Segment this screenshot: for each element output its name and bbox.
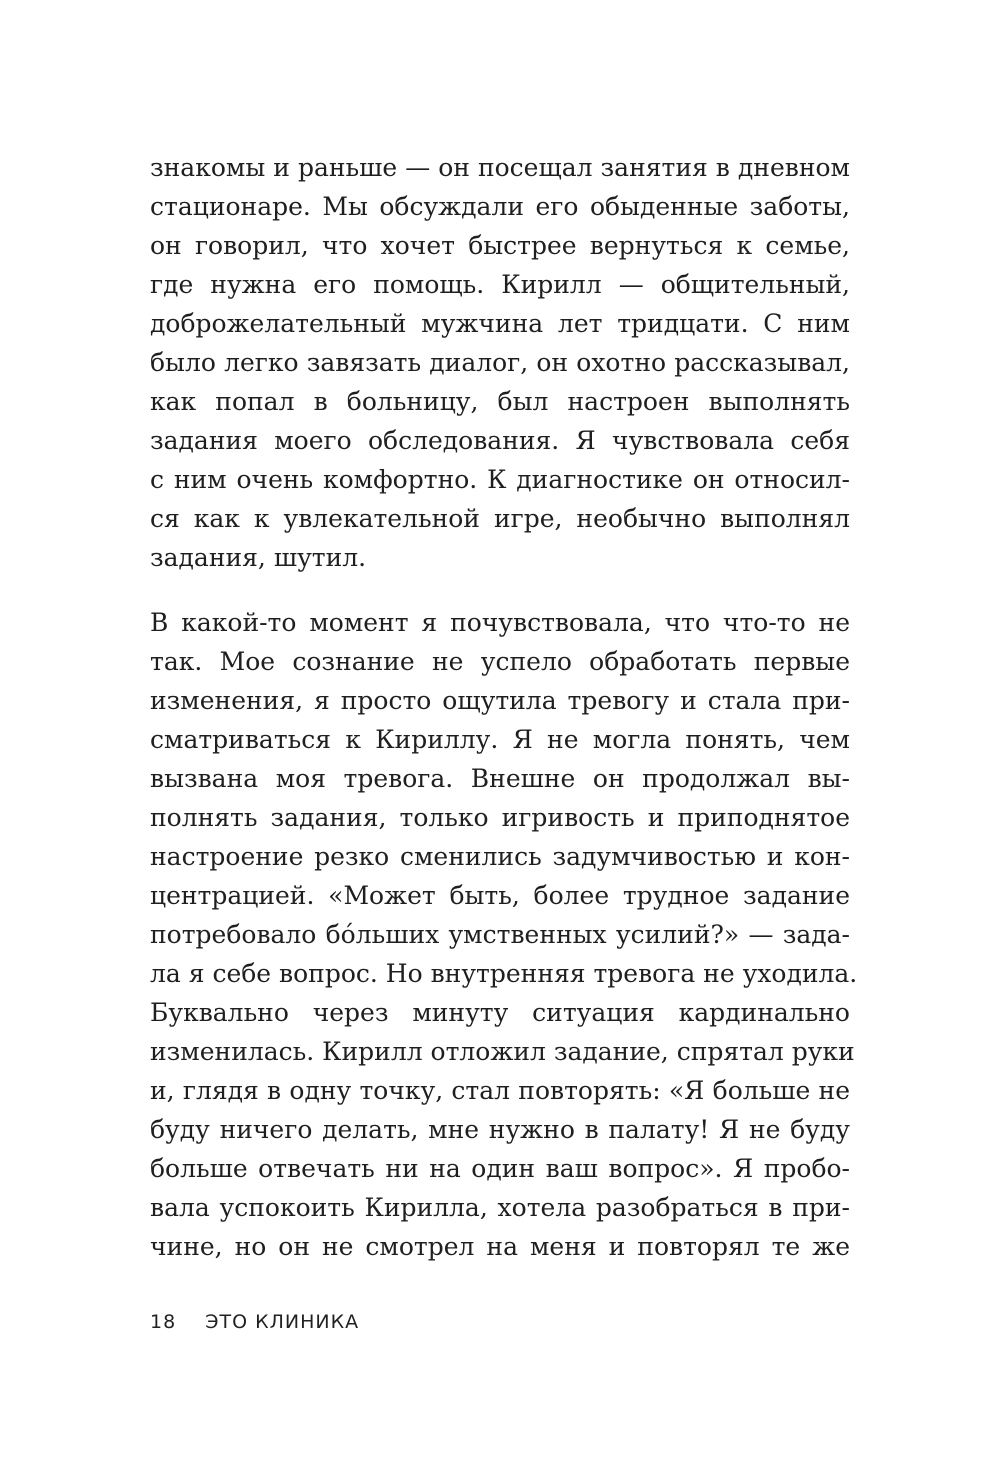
page-footer <box>150 1311 359 1333</box>
paragraph-2 <box>150 603 858 1266</box>
text-line: чине, но он не смотрел на меня и повторял те же <box>150 1232 850 1261</box>
text-line: потребовало бóльших умственных усилий?» — зада- <box>150 920 850 949</box>
text-line: знакомы и раньше — он посещал занятия в дневном <box>150 153 850 182</box>
text-line: задания моего обследования. Я чувствовала себя <box>150 426 850 455</box>
text-line: вала успокоить Кирилла, хотела разобраться в при- <box>150 1193 850 1222</box>
text-line: центрацией. «Может быть, более трудное задание <box>150 881 850 910</box>
text-line: где нужна его помощь. Кирилл — общительный, <box>150 270 850 299</box>
text-line: доброжелательный мужчина лет тридцати. С ним <box>150 309 850 338</box>
text-line: стационаре. Мы обсуждали его обыденные заботы, <box>150 192 850 221</box>
text-line: задания, шутил. <box>150 543 367 572</box>
text-line: больше отвечать ни на один ваш вопрос». Я пробо- <box>150 1154 850 1183</box>
text-line: изменения, я просто ощутила тревогу и стала при- <box>150 686 850 715</box>
text-line: Буквально через минуту ситуация кардинально <box>150 998 850 1027</box>
text-line: он говорил, что хочет быстрее вернуться к семье, <box>150 231 850 260</box>
text-line: изменилась. Кирилл отложил задание, спрятал руки <box>150 1037 855 1066</box>
text-line: В какой-то момент я почувствовала, что что-то не <box>150 608 850 637</box>
text-line: так. Мое сознание не успело обработать первые <box>150 647 850 676</box>
page-number: 18 <box>150 1311 177 1333</box>
running-title: ЭТО КЛИНИКА <box>205 1311 360 1333</box>
text-line: ла я себе вопрос. Но внутренняя тревога не уходила. <box>150 959 858 988</box>
text-line: вызвана моя тревога. Внешне он продолжал вы- <box>150 764 850 793</box>
text-line: сматриваться к Кириллу. Я не могла понять, чем <box>150 725 850 754</box>
paragraph-1 <box>150 148 850 577</box>
text-line: было легко завязать диалог, он охотно рассказывал, <box>150 348 850 377</box>
text-line: буду ничего делать, мне нужно в палату! Я не буду <box>150 1115 850 1144</box>
text-line: с ним очень комфортно. К диагностике он относил- <box>150 465 850 494</box>
text-line: полнять задания, только игривость и приподнятое <box>150 803 850 832</box>
text-line: настроение резко сменились задумчивостью и кон- <box>150 842 850 871</box>
text-line: ся как к увлекательной игре, необычно выполнял <box>150 504 850 533</box>
text-line: и, глядя в одну точку, стал повторять: «Я больше не <box>150 1076 850 1105</box>
text-line: как попал в больницу, был настроен выполнять <box>150 387 850 416</box>
